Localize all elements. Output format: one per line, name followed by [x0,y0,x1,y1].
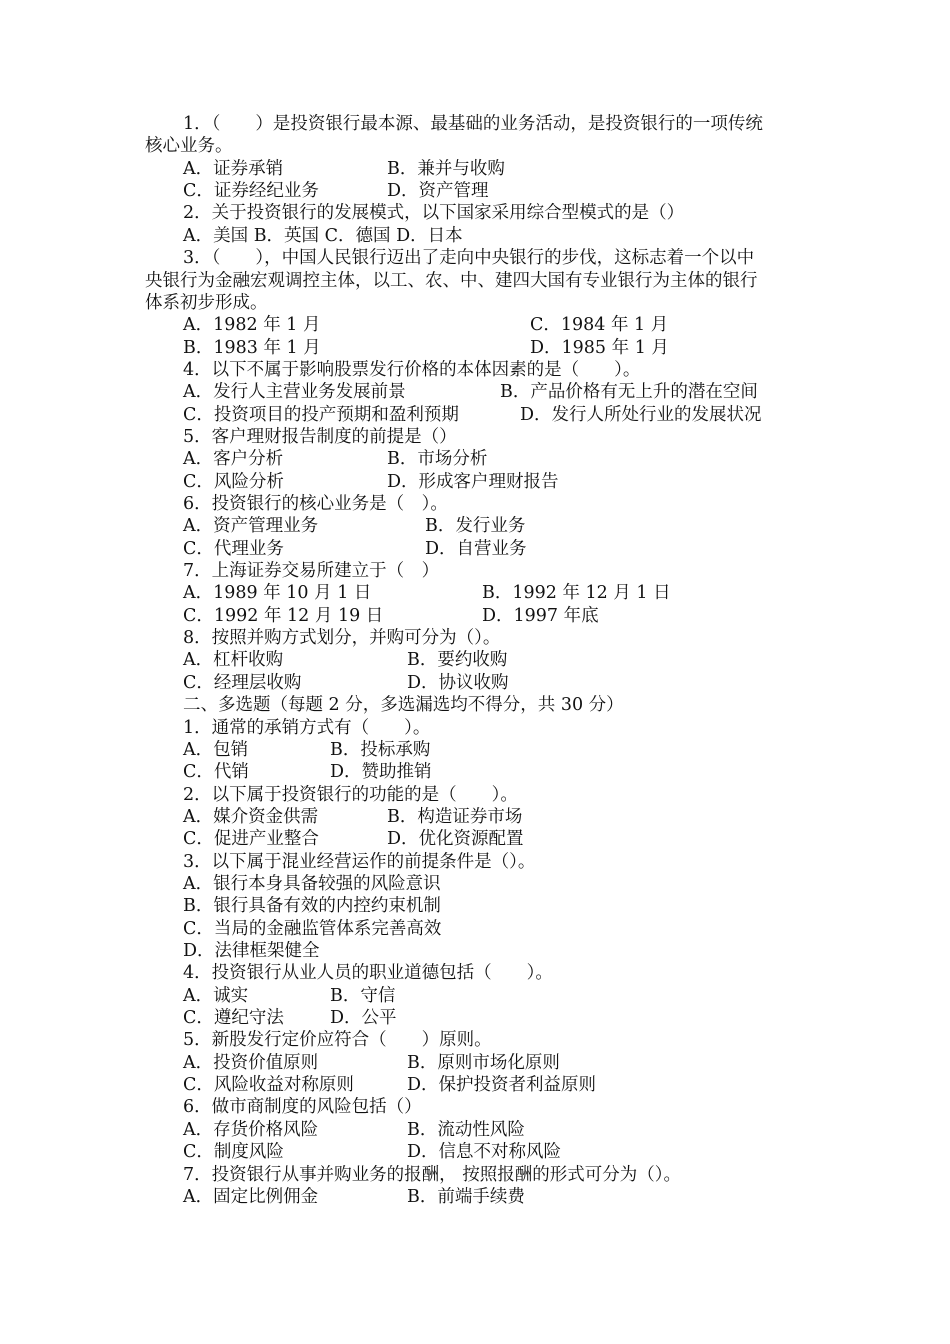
text-line [0,314,950,336]
line-text: B．1983 年 1 月 [183,337,321,358]
line-text: A．诚实 [183,985,249,1006]
option-text: B．市场分析 [387,449,488,470]
option-text: D．保护投资者利益原则 [407,1075,597,1096]
line-text: C．制度风险 [183,1142,284,1163]
text-line [0,851,950,873]
line-text: A．银行本身具备较强的风险意识 [183,873,441,894]
text-line [0,1007,950,1029]
line-text: A．1989 年 10 月 1 日 [183,583,372,604]
option-text: D．发行人所处行业的发展状况 [520,404,762,425]
text-line [0,381,950,403]
option-text: B．原则市场化原则 [407,1052,560,1073]
text-line [0,985,950,1007]
text-line [0,1074,950,1096]
text-line [0,895,950,917]
line-text: C．促进产业整合 [183,829,319,850]
option-text: B．守信 [330,985,396,1006]
line-text: 4．投资银行从业人员的职业道德包括（ ）。 [183,963,553,984]
text-line [0,940,950,962]
text-line [0,1141,950,1163]
text-line [0,1029,950,1051]
text-line [0,202,950,224]
line-text: 核心业务。 [145,136,233,157]
text-line [0,292,950,314]
text-line [0,649,950,671]
text-line [0,694,950,716]
line-text: A．1982 年 1 月 [183,315,321,336]
text-line [0,582,950,604]
text-line [0,135,950,157]
text-line [0,560,950,582]
line-text: C．风险收益对称原则 [183,1075,354,1096]
line-text: C．代理业务 [183,538,284,559]
text-line [0,448,950,470]
text-line [0,426,950,448]
text-line [0,627,950,649]
option-text: D．优化资源配置 [387,829,524,850]
option-text: B．兼并与收购 [387,158,505,179]
option-text: D．公平 [330,1008,397,1028]
text-line [0,113,950,135]
text-line [0,225,950,247]
text-line [0,247,950,269]
option-text: B．投标承购 [330,739,431,760]
text-line [0,180,950,202]
line-text: A．杠杆收购 [183,650,284,671]
text-line [0,1052,950,1074]
line-text: A．资产管理业务 [183,516,319,537]
text-line [0,493,950,515]
text-line [0,158,950,180]
text-line [0,806,950,828]
line-text: C．当局的金融监管体系完善高效 [183,918,442,939]
text-line [0,717,950,739]
text-line [0,739,950,761]
option-text: D．形成客户理财报告 [387,471,559,492]
line-text: 二、多选题（每题 2 分，多选漏选均不得分，共 30 分） [183,695,624,716]
text-line [0,672,950,694]
text-line [0,1096,950,1118]
option-text: B．要约收购 [407,650,508,671]
line-text: 6．投资银行的核心业务是（ ）。 [183,494,448,514]
text-line [0,828,950,850]
line-text: C．投资项目的投产预期和盈利预期 [183,404,459,425]
line-text: 7．投资银行从事并购业务的报酬， 按照报酬的形式可分为（）。 [183,1164,681,1185]
line-text: 央银行为金融宏观调控主体，以工、农、中、建四大国有专业银行为主体的银行 [145,270,758,291]
text-line [0,873,950,895]
line-text: 3．以下属于混业经营运作的前提条件是（）。 [183,851,536,872]
option-text: D．资产管理 [387,181,489,202]
line-text: C．经理层收购 [183,672,302,693]
line-text: 2．以下属于投资银行的功能的是（ ）。 [183,784,518,805]
line-text: A．存货价格风险 [183,1119,319,1140]
line-text: A．证券承销 [183,158,284,179]
line-text: A．固定比例佣金 [183,1186,319,1207]
line-text: A．包销 [183,739,249,760]
line-text: A．发行人主营业务发展前景 [183,382,406,403]
line-text: 1．（ ）是投资银行最本源、最基础的业务活动，是投资银行的一项传统 [183,114,763,134]
option-text: D．信息不对称风险 [407,1142,562,1163]
text-line [0,1164,950,1186]
text-line [0,515,950,537]
option-text: B．前端手续费 [407,1186,525,1207]
line-text: B．银行具备有效的内控约束机制 [183,896,441,917]
line-text: 3．（ ），中国人民银行迈出了走向中央银行的步伐，这标志着一个以中 [183,248,755,269]
text-line [0,471,950,493]
option-text: D．1997 年底 [482,605,599,626]
line-text: D．法律框架健全 [183,941,320,961]
line-text: 7．上海证券交易所建立于（ ） [183,561,440,581]
line-text: A．美国 B．英国 C．德国 D．日本 [183,225,463,246]
line-text: A．投资价值原则 [183,1052,319,1073]
line-text: A．客户分析 [183,449,284,470]
line-text: 8．按照并购方式划分，并购可分为（）。 [183,628,501,649]
option-text: B．发行业务 [425,516,526,537]
text-line [0,761,950,783]
text-line [0,538,950,560]
line-text: 6．做市商制度的风险包括（） [183,1097,422,1118]
line-text: A．媒介资金供需 [183,806,319,827]
text-line [0,270,950,292]
line-text: C．代销 [183,762,249,783]
option-text: D．1985 年 1 月 [530,337,669,358]
line-text: C．1992 年 12 月 19 日 [183,605,384,626]
text-line [0,605,950,627]
line-text: C．遵纪守法 [183,1008,284,1028]
option-text: B．1992 年 12 月 1 日 [482,583,671,604]
option-text: D．赞助推销 [330,762,432,783]
line-text: 5．新股发行定价应符合（ ）原则。 [183,1030,492,1051]
text-line [0,784,950,806]
line-text: 5．客户理财报告制度的前提是（） [183,426,457,447]
text-line [0,1119,950,1141]
line-text: C．风险分析 [183,471,284,492]
option-text: B．构造证券市场 [387,806,523,827]
option-text: C．1984 年 1 月 [530,315,669,336]
text-line [0,404,950,426]
option-text: B．流动性风险 [407,1119,525,1140]
text-line [0,918,950,940]
option-text: D．协议收购 [407,672,509,693]
option-text: D．自营业务 [425,538,527,559]
line-text: 2．关于投资银行的发展模式，以下国家采用综合型模式的是（） [183,203,685,224]
text-line [0,359,950,381]
text-line [0,962,950,984]
option-text: B．产品价格有无上升的潜在空间 [500,382,758,403]
line-text: 1．通常的承销方式有（ ）。 [183,717,431,738]
line-text: 4．以下不属于影响股票发行价格的本体因素的是（ ）。 [183,359,641,380]
line-text: 体系初步形成。 [145,292,268,313]
text-line [0,337,950,359]
line-text: C．证券经纪业务 [183,181,319,202]
text-line [0,1186,950,1208]
